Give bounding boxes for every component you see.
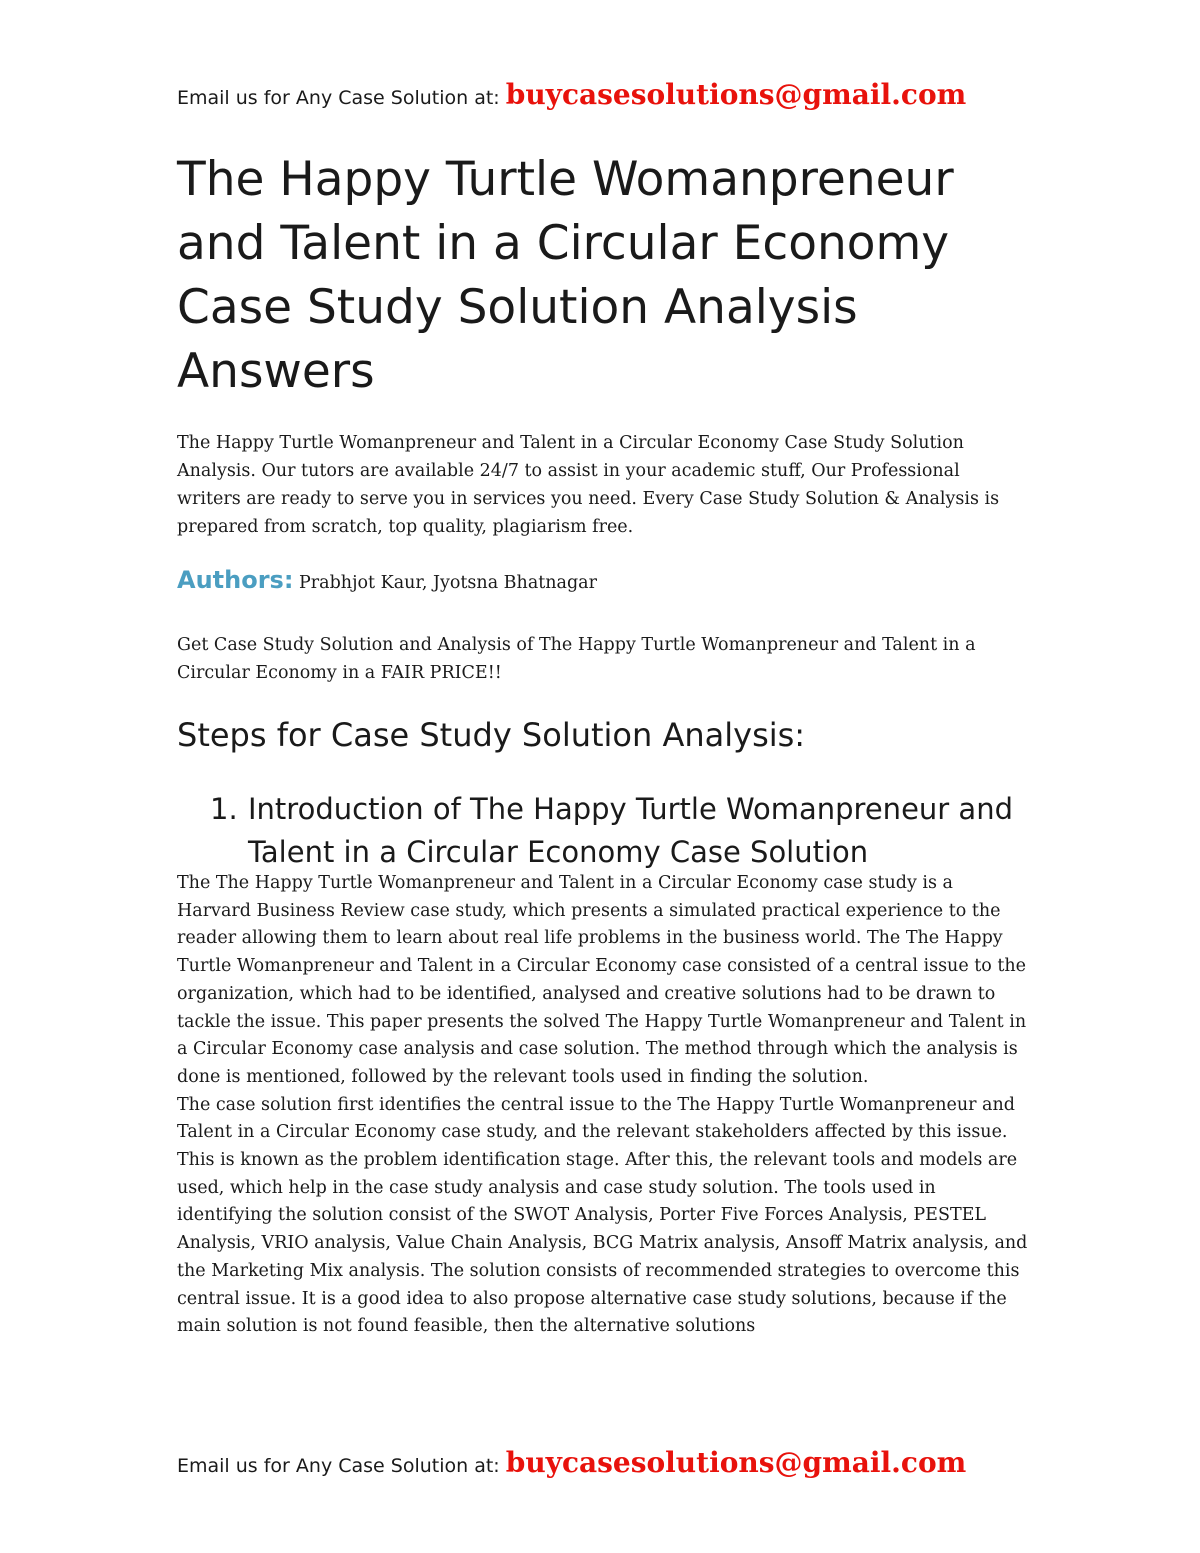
footer-email-address[interactable]: buycasesolutions@gmail.com — [505, 1446, 967, 1479]
header-email-line — [177, 78, 966, 111]
steps-heading: Steps for Case Study Solution Analysis: — [177, 716, 806, 754]
intro-paragraph: The Happy Turtle Womanpreneur and Talent in a Circular Economy Case Study Solution Analysis. Our tutors are available 24/7 to assist in your academic stuff, Our Professional writers are ready to serve you in services you need. Every Case Study Solution & Analysis is prepared from scratch, top quality, plagiarism free. — [177, 433, 1000, 537]
section-heading — [210, 788, 1020, 874]
footer-email-lead: Email us for Any Case Solution at: — [177, 1455, 500, 1477]
fair-price-paragraph: Get Case Study Solution and Analysis of The Happy Turtle Womanpreneur and Talent in a Circular Economy in a FAIR PRICE!! — [177, 635, 976, 683]
body-paragraph-2: The case solution first identifies the central issue to the The Happy Turtle Womanpreneur and Talent in a Circular Economy case study, and the relevant stakeholders affected by this issue. This is known as the problem identification stage. After this, the relevant tools and models are used, which help in the case study analysis and case study solution. The tools used in identifying the solution consist of the SWOT Analysis, Porter Five Forces Analysis, PESTEL Analysis, VRIO analysis, Value Chain Analysis, BCG Matrix analysis, Ansoff Matrix analysis, and the Marketing Mix analysis. The solution consists of recommended strategies to overcome this central issue. It is a good idea to also propose alternative case study solutions, because if the main solution is not found feasible, then the alternative solutions — [177, 1094, 1028, 1337]
authors-names: Prabhjot Kaur, Jyotsna Bhatnagar — [299, 573, 597, 593]
body-paragraph-1: The The Happy Turtle Womanpreneur and Talent in a Circular Economy case study is a Harvard Business Review case study, which presents a simulated practical experience to the reader allowing them to learn about real life problems in the business world. The The Happy Turtle Womanpreneur and Talent in a Circular Economy case consisted of a central issue to the organization, which had to be identified, analysed and creative solutions had to be drawn to tackle the issue. This paper presents the solved The Happy Turtle Womanpreneur and Talent in a Circular Economy case analysis and case solution. The method through which the analysis is done is mentioned, followed by the relevant tools used in finding the solution. — [177, 873, 1027, 1087]
header-email-lead: Email us for Any Case Solution at: — [177, 87, 500, 109]
section-number: 1. — [210, 792, 238, 826]
authors-label: Authors: — [177, 566, 294, 594]
authors-line — [177, 566, 597, 594]
footer-email-line — [177, 1446, 966, 1479]
section-heading-text: Introduction of The Happy Turtle Womanpreneur and Talent in a Circular Economy Case Solution — [248, 792, 1013, 869]
page-title: The Happy Turtle Womanpreneur and Talent in a Circular Economy Case Study Solution Analysis Answers — [177, 152, 954, 399]
header-email-address[interactable]: buycasesolutions@gmail.com — [505, 78, 967, 111]
section-body — [177, 870, 1032, 1341]
